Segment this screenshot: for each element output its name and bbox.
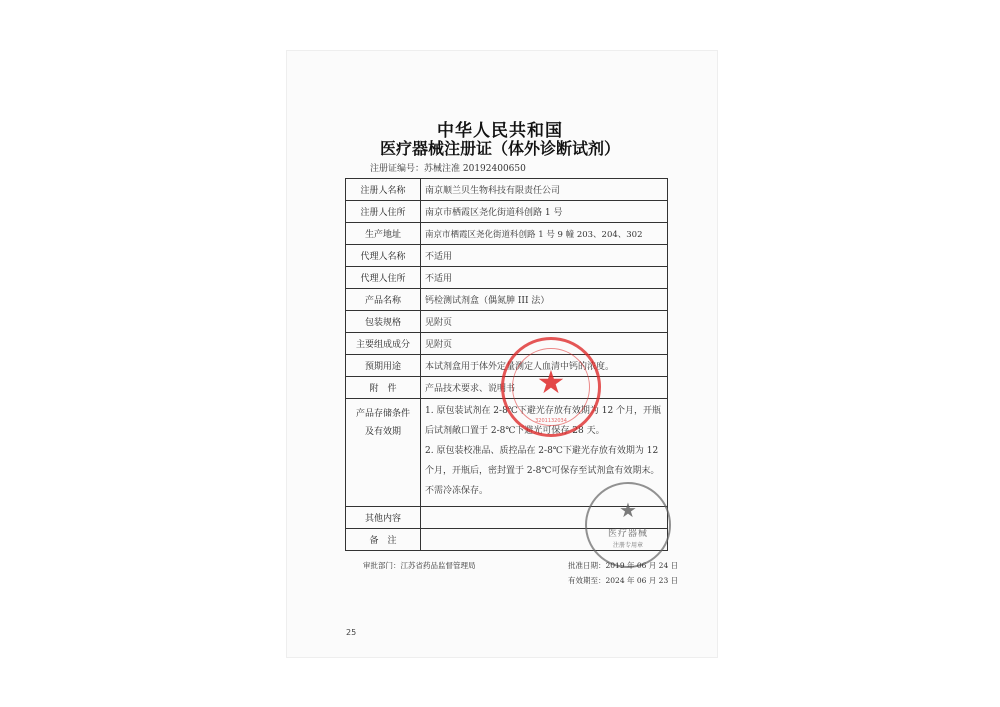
certificate-title-line2: 医疗器械注册证（体外诊断试剂）: [379, 139, 620, 158]
row-value: 钙检测试剂盒（偶氮胂 III 法）: [421, 289, 668, 311]
row-value: [421, 507, 668, 529]
row-label: 附 件: [346, 377, 421, 399]
row-value: 不适用: [421, 245, 668, 267]
row-label: 备 注: [346, 529, 421, 551]
certificate-table: [345, 178, 668, 551]
row-value: 本试剂盒用于体外定量测定人血清中钙的浓度。: [421, 355, 668, 377]
row-value: 南京市栖霞区尧化街道科创路 1 号 9 幢 203、204、302: [421, 223, 668, 245]
table-row: [346, 179, 668, 201]
table-row: [346, 377, 668, 399]
table-row: [346, 529, 668, 551]
star-icon: ★: [536, 363, 566, 401]
row-label: 注册人住所: [346, 201, 421, 223]
table-row: [346, 267, 668, 289]
table-row: [346, 223, 668, 245]
authority-seal-line1: 医疗器械: [607, 529, 648, 539]
table-row: [346, 289, 668, 311]
row-value: 产品技术要求、说明书: [421, 377, 668, 399]
row-label: 注册人名称: [346, 179, 421, 201]
certificate-title-line1: 中华人民共和国: [437, 121, 563, 141]
row-value: [421, 529, 668, 551]
storage-paragraph-2: 2. 原包装校准品、质控品在 2-8℃下避光存放有效期为 12 个月，开瓶后，密封置于 2-8℃可保存至试剂盒有效期末。不需冷冻保存。: [425, 446, 660, 496]
table-row: [346, 355, 668, 377]
row-value: 见附页: [421, 333, 668, 355]
row-value: 南京顺兰贝生物科技有限责任公司: [421, 179, 668, 201]
table-row: [346, 333, 668, 355]
row-value: 南京市栖霞区尧化街道科创路 1 号: [421, 201, 668, 223]
row-label: 产品名称: [346, 289, 421, 311]
row-label: 生产地址: [346, 223, 421, 245]
row-label: 预期用途: [346, 355, 421, 377]
storage-label-line2: 及有效期: [364, 427, 401, 437]
authority-seal-line2: 注册专用章: [612, 542, 643, 549]
row-label: 代理人住所: [346, 267, 421, 289]
row-label: 代理人名称: [346, 245, 421, 267]
star-icon: ★: [619, 498, 637, 522]
approval-authority: 审批部门：江苏省药品监督管理局: [363, 561, 476, 570]
row-value: 见附页: [421, 311, 668, 333]
table-row: [346, 201, 668, 223]
registration-number: 注册证编号：苏械注准 20192400650: [370, 164, 526, 174]
table-row: [346, 311, 668, 333]
page-number: 25: [346, 628, 357, 637]
valid-until-date: 有效期至：2024 年 06 月 23 日: [568, 576, 679, 585]
storage-label: [346, 399, 421, 507]
row-label: 包装规格: [346, 311, 421, 333]
table-row: [346, 507, 668, 529]
row-value: 不适用: [421, 267, 668, 289]
table-row: [346, 399, 668, 507]
table-row: [346, 245, 668, 267]
company-seal-code: 3201132034: [535, 418, 567, 424]
storage-label-line1: 产品存储条件: [355, 409, 410, 419]
approval-date: 批准日期：2019 年 06 月 24 日: [568, 561, 679, 570]
storage-value: [421, 399, 668, 507]
row-label: 其他内容: [346, 507, 421, 529]
storage-paragraph-1: 1. 原包装试剂在 2-8℃下避光存放有效期为 12 个月，开瓶后试剂敞口置于 2-8℃下避光可保存 28 天。: [425, 406, 662, 436]
row-label: 主要组成成分: [346, 333, 421, 355]
